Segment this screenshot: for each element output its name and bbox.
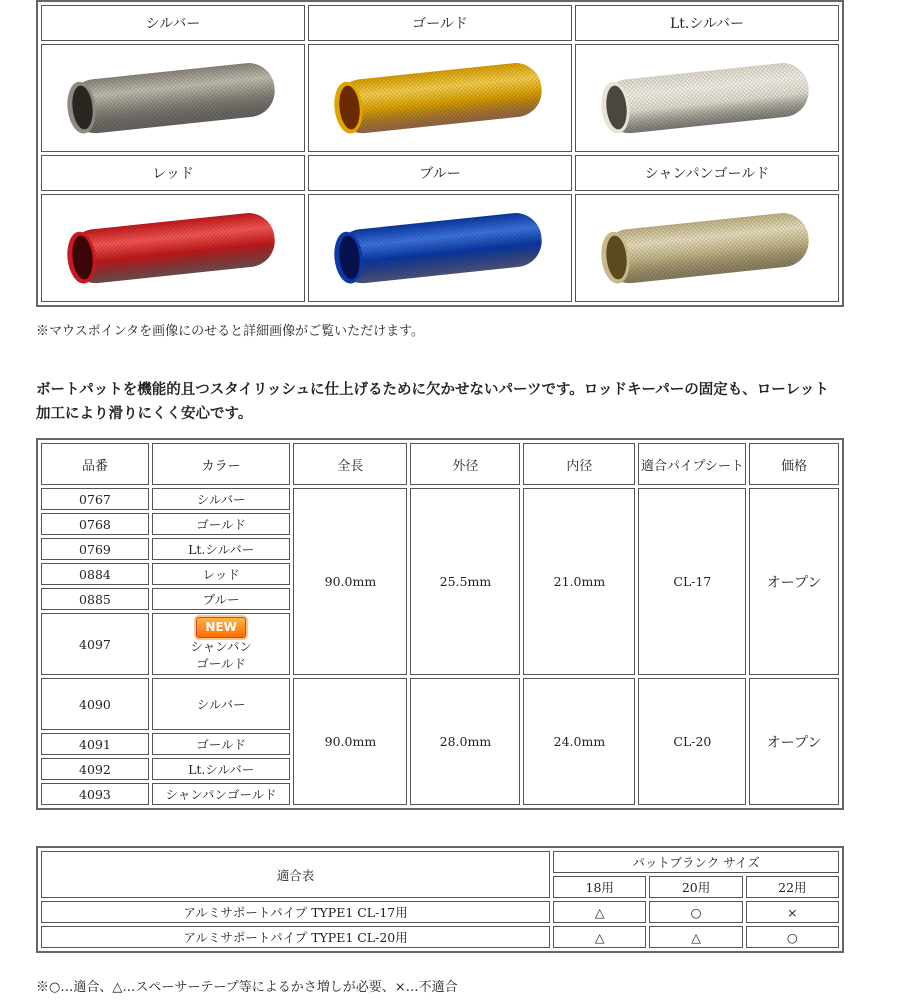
swatch-image-row [41, 194, 839, 302]
header-seat: 適合パイプシート [638, 443, 746, 485]
compat-item-name: アルミサポートパイプ TYPE1 CL-17用 [41, 901, 550, 923]
grip-tube-image[interactable] [589, 211, 825, 285]
grip-tube-svg [589, 61, 825, 135]
swatch-label: レッド [41, 155, 305, 191]
spec-code: 4090 [41, 678, 149, 730]
spec-price: オープン [749, 488, 839, 675]
header-inner: 内径 [523, 443, 635, 485]
spec-length: 90.0mm [293, 488, 407, 675]
swatch-label-row [41, 155, 839, 191]
compat-header-row [41, 851, 839, 873]
header-color: カラー [152, 443, 290, 485]
spec-color: ゴールド [152, 513, 290, 535]
spec-color: Lt.シルバー [152, 538, 290, 560]
header-outer: 外径 [410, 443, 520, 485]
spec-color: シャンパンゴールド [152, 783, 290, 805]
spec-outer: 28.0mm [410, 678, 520, 805]
spec-color: シルバー [152, 488, 290, 510]
table-row [41, 488, 839, 510]
spec-price: オープン [749, 678, 839, 805]
swatch-image-cell[interactable] [308, 44, 572, 152]
spec-color: レッド [152, 563, 290, 585]
spec-color: シャンパン ゴールド [190, 638, 252, 671]
compat-blank-header: パットブランク サイズ [553, 851, 839, 873]
grip-tube-image[interactable] [55, 211, 291, 285]
spec-inner: 21.0mm [523, 488, 635, 675]
swatch-label: Lt.シルバー [575, 5, 839, 41]
spec-color: Lt.シルバー [152, 758, 290, 780]
compat-value: △ [649, 926, 742, 948]
table-row [41, 678, 839, 730]
color-swatch-table [36, 0, 844, 307]
compat-value: ○ [649, 901, 742, 923]
new-badge: NEW [196, 617, 245, 638]
compat-size: 22用 [746, 876, 839, 898]
swatch-label-row [41, 5, 839, 41]
grip-tube-image[interactable] [589, 61, 825, 135]
spec-seat: CL-17 [638, 488, 746, 675]
compat-item-name: アルミサポートパイプ TYPE1 CL-20用 [41, 926, 550, 948]
grip-tube-svg [589, 211, 825, 285]
spec-code: 4092 [41, 758, 149, 780]
compat-value: △ [553, 901, 646, 923]
grip-tube-svg [55, 61, 291, 135]
swatch-image-row [41, 44, 839, 152]
spec-color: ブルー [152, 588, 290, 610]
spec-code: 4091 [41, 733, 149, 755]
spec-code: 4097 [41, 613, 149, 675]
table-row [41, 926, 839, 948]
swatch-label: シルバー [41, 5, 305, 41]
spec-color: ゴールド [152, 733, 290, 755]
swatch-image-cell[interactable] [41, 194, 305, 302]
spec-seat: CL-20 [638, 678, 746, 805]
compat-title: 適合表 [41, 851, 550, 898]
grip-tube-image[interactable] [322, 211, 558, 285]
spec-length: 90.0mm [293, 678, 407, 805]
compat-value: ○ [746, 926, 839, 948]
grip-tube-svg [322, 211, 558, 285]
swatch-image-cell[interactable] [575, 194, 839, 302]
spec-code: 0884 [41, 563, 149, 585]
compat-value: △ [553, 926, 646, 948]
swatch-image-cell[interactable] [308, 194, 572, 302]
swatch-image-cell[interactable] [575, 44, 839, 152]
header-length: 全長 [293, 443, 407, 485]
spec-code: 4093 [41, 783, 149, 805]
grip-tube-svg [55, 211, 291, 285]
header-price: 価格 [749, 443, 839, 485]
header-code: 品番 [41, 443, 149, 485]
swatch-image-cell[interactable] [41, 44, 305, 152]
spec-table [36, 438, 844, 810]
grip-tube-svg [322, 61, 558, 135]
compat-value: × [746, 901, 839, 923]
product-description: ボートパットを機能的且つスタイリッシュに仕上げるために欠かせないパーツです。ロッドキーパーの固定も、ローレット加工により滑りにくく安心です。 [36, 382, 829, 422]
spec-header-row [41, 443, 839, 485]
spec-inner: 24.0mm [523, 678, 635, 805]
compat-size: 20用 [649, 876, 742, 898]
swatch-label: ブルー [308, 155, 572, 191]
compat-legend: ※○…適合、△…スペーサーテープ等によるかさ増しが必要、×…不適合 [36, 980, 458, 995]
spec-code: 0769 [41, 538, 149, 560]
spec-outer: 25.5mm [410, 488, 520, 675]
grip-tube-image[interactable] [55, 61, 291, 135]
grip-tube-image[interactable] [322, 61, 558, 135]
spec-color: シルバー [152, 678, 290, 730]
compatibility-table [36, 846, 844, 953]
spec-code: 0768 [41, 513, 149, 535]
swatch-label: ゴールド [308, 5, 572, 41]
table-row [41, 901, 839, 923]
spec-code: 0767 [41, 488, 149, 510]
mouse-hover-note: ※マウスポインタを画像にのせると詳細画像がご覧いただけます。 [36, 324, 425, 339]
spec-color-new [152, 613, 290, 675]
compat-size: 18用 [553, 876, 646, 898]
swatch-label: シャンパンゴールド [575, 155, 839, 191]
spec-code: 0885 [41, 588, 149, 610]
